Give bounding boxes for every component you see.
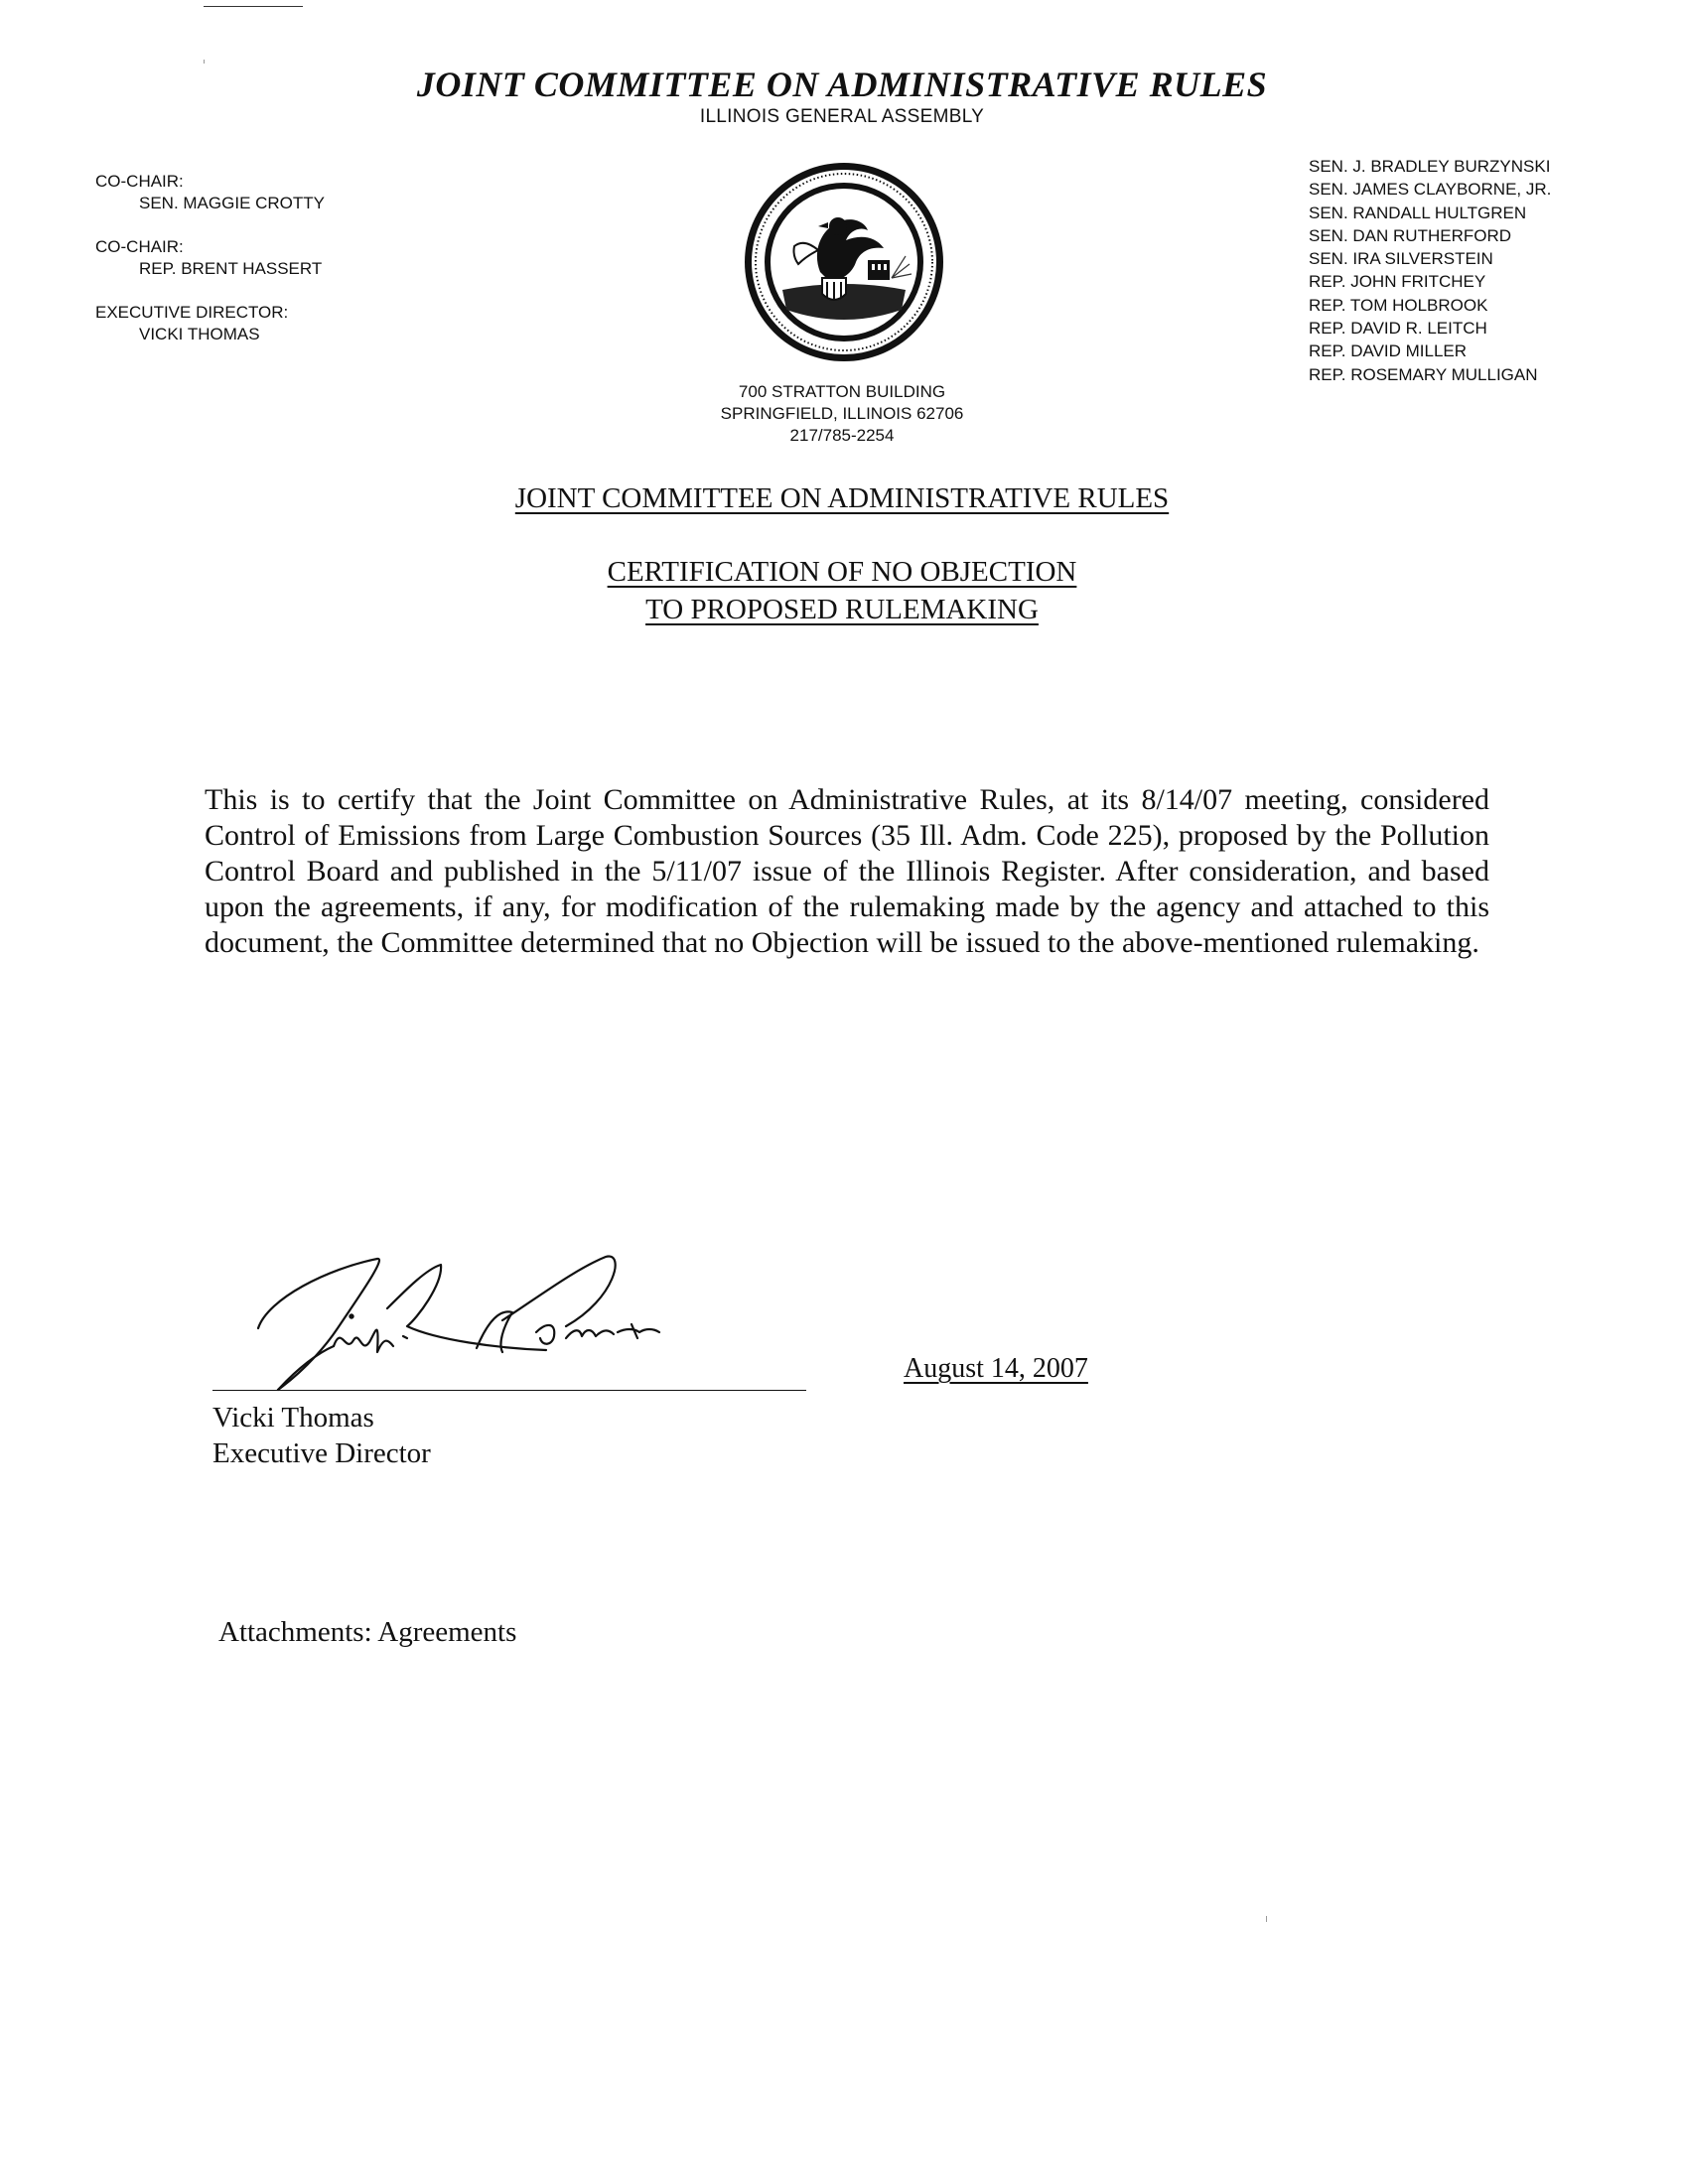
signature-line [212, 1390, 806, 1391]
member-name: SEN. IRA SILVERSTEIN [1309, 249, 1493, 269]
member-name: REP. DAVID MILLER [1309, 341, 1468, 361]
officer-label: CO-CHAIR: [95, 172, 184, 191]
certification-body: This is to certify that the Joint Committee on Administrative Rules, at its 8/14/07 meeting, considered Control of Emissions from Large Combustion Sources (35 Ill. Adm. Code 225), proposed by the Pollution Control Board and published in the 5/11/07 issue of the Illinois Register. After consideration, and based upon the agreements, if any, for modification of the rulemaking made by the agency and attached to this document, the Committee determined that no Objection will be issued to the above-mentioned rulemaking. [205, 783, 1489, 959]
committee-heading-text: JOINT COMMITTEE ON ADMINISTRATIVE RULES [514, 482, 1170, 514]
certification-title-line-2 [0, 592, 1684, 627]
certification-title-text-2: TO PROPOSED RULEMAKING [645, 594, 1039, 625]
scan-speck [204, 60, 205, 64]
officer-executive-director [95, 302, 325, 345]
member-name: SEN. DAN RUTHERFORD [1309, 225, 1512, 245]
attachments-note: Attachments: Agreements [218, 1616, 517, 1648]
handwritten-signature-icon [238, 1229, 804, 1398]
member-name: REP. JOHN FRITCHEY [1309, 272, 1486, 292]
committee-members-list [1309, 155, 1551, 386]
officer-name: VICKI THOMAS [139, 325, 260, 343]
scan-artifact-line [204, 6, 303, 7]
officer-co-chair-1 [95, 171, 325, 214]
officers-list [95, 171, 325, 367]
illinois-state-seal-icon [743, 161, 945, 363]
signer-name: Vicki Thomas [212, 1402, 374, 1433]
address-block [0, 381, 1684, 447]
certification-date-text: August 14, 2007 [904, 1353, 1088, 1384]
officer-name: SEN. MAGGIE CROTTY [139, 194, 326, 212]
member-name: SEN. J. BRADLEY BURZYNSKI [1309, 157, 1551, 176]
certification-title-text-1: CERTIFICATION OF NO OBJECTION [607, 556, 1077, 588]
officer-name: REP. BRENT HASSERT [139, 259, 323, 278]
phone-number: 217/785-2254 [789, 426, 895, 445]
certification-date [904, 1353, 1088, 1385]
letterhead-subtitle: ILLINOIS GENERAL ASSEMBLY [699, 106, 985, 127]
certification-title-line-1 [0, 554, 1684, 590]
member-name: REP. TOM HOLBROOK [1309, 295, 1488, 315]
address-line-2: SPRINGFIELD, ILLINOIS 62706 [720, 404, 964, 423]
officer-label: CO-CHAIR: [95, 237, 184, 256]
member-name: REP. DAVID R. LEITCH [1309, 319, 1487, 339]
scan-speck [1266, 1916, 1267, 1922]
member-name: SEN. JAMES CLAYBORNE, JR. [1309, 180, 1552, 200]
committee-heading [0, 480, 1684, 516]
signer-title: Executive Director [212, 1437, 431, 1469]
member-name: SEN. RANDALL HULTGREN [1309, 203, 1527, 222]
officer-co-chair-2 [95, 236, 325, 280]
letterhead-title: JOINT COMMITTEE ON ADMINISTRATIVE RULES [416, 65, 1268, 104]
officer-label: EXECUTIVE DIRECTOR: [95, 303, 289, 322]
address-line-1: 700 STRATTON BUILDING [738, 382, 946, 401]
member-name: REP. ROSEMARY MULLIGAN [1309, 364, 1538, 384]
